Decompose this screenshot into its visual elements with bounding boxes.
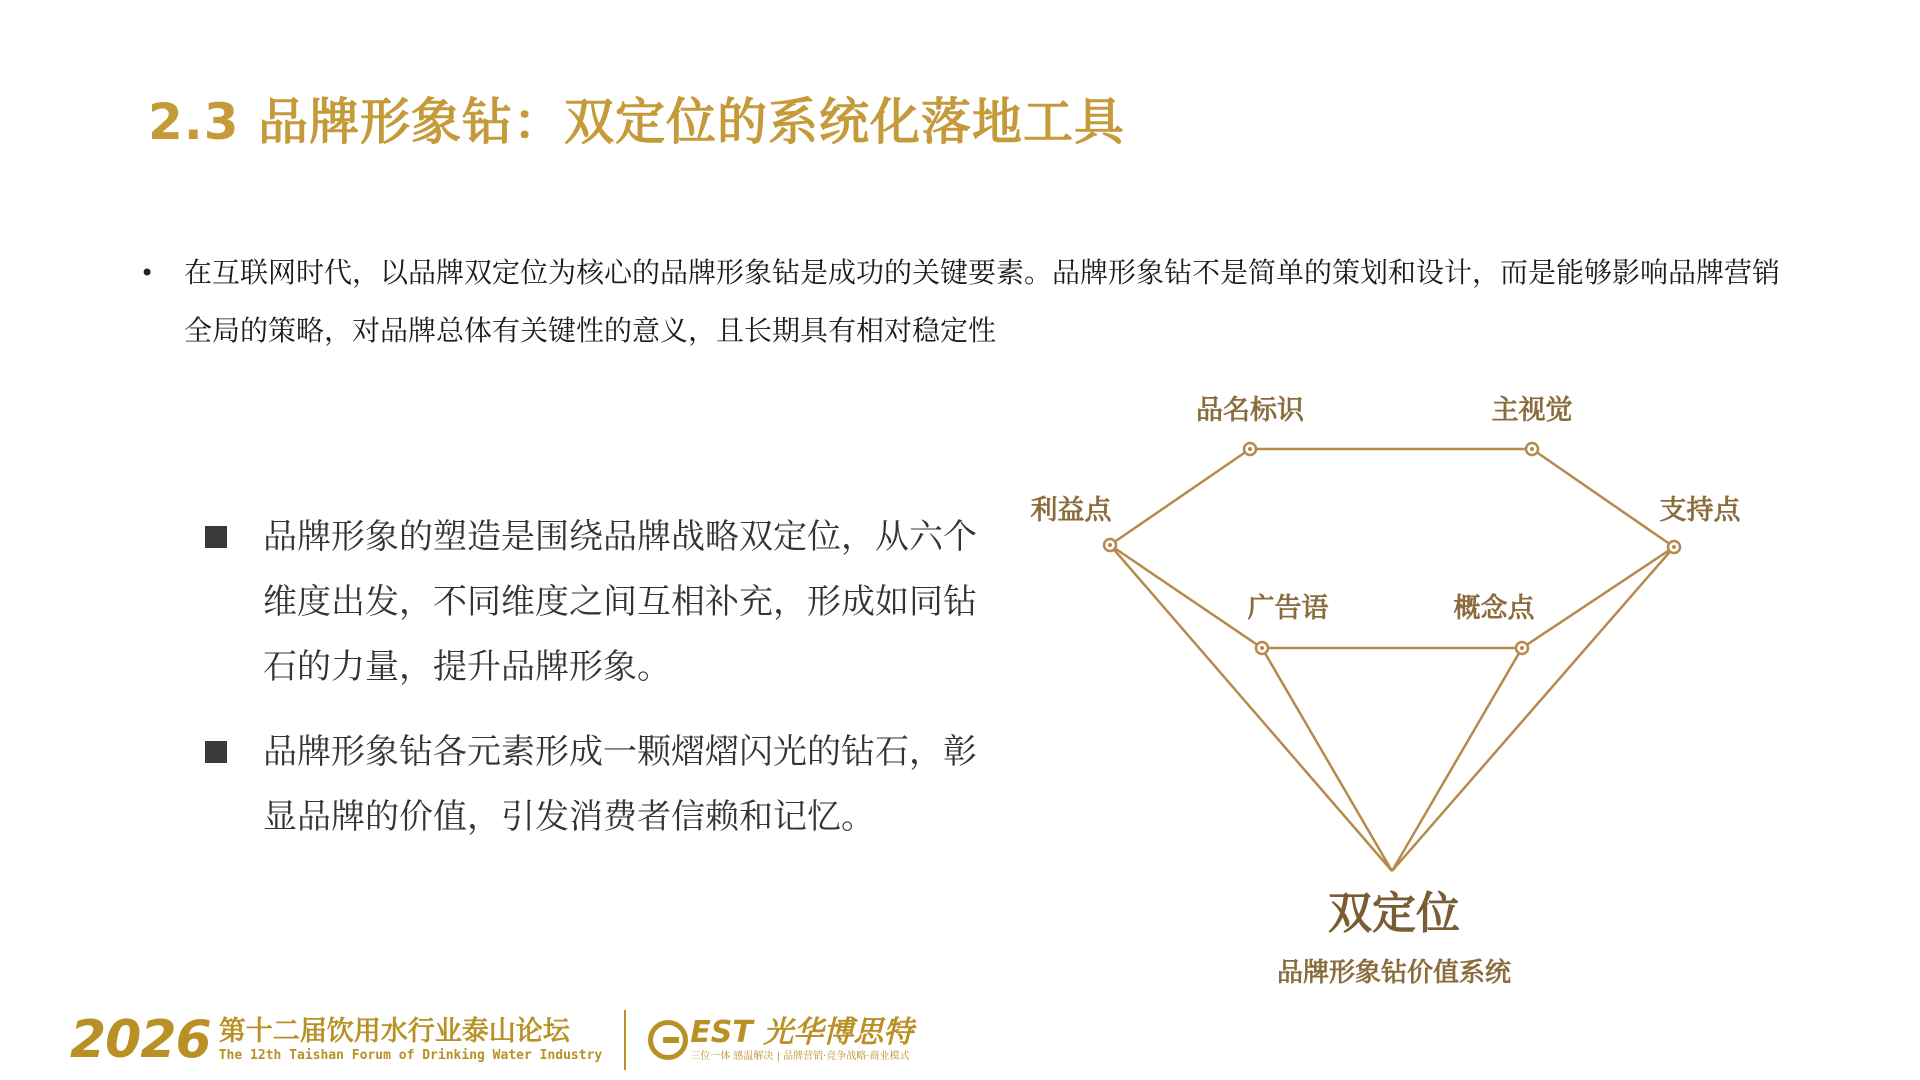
node-label-shijue: 主视觉	[1491, 395, 1573, 426]
edge-line	[1110, 545, 1262, 648]
footer-divider	[624, 1010, 626, 1070]
vertex-centers	[1108, 447, 1676, 650]
edge-line	[1110, 449, 1250, 545]
edge-line	[1532, 449, 1674, 547]
footer-branding	[70, 1005, 913, 1075]
company-tagline: 三位一体 感温解决 | 品牌营销·竞争战略·商业模式	[690, 1051, 910, 1062]
vertex-dot	[1526, 443, 1538, 455]
forum-name-en: The 12th Taishan Forum of Drinking Water Industry	[218, 1048, 603, 1063]
forum-name-block	[219, 1016, 603, 1064]
edge-line	[1392, 547, 1674, 871]
diamond-vertices	[1104, 443, 1680, 654]
edge-line	[1110, 545, 1392, 871]
slide-title: 2.3 品牌形象钻：双定位的系统化落地工具	[148, 93, 1125, 151]
diamond-edges	[1110, 449, 1674, 871]
node-label-guanggao: 广告语	[1247, 593, 1329, 624]
intro-paragraph	[140, 244, 1800, 360]
forum-name-cn: 第十二届饮用水行业泰山论坛	[218, 1016, 570, 1047]
vertex-dot	[1256, 642, 1268, 654]
vertex-center-dot	[1520, 646, 1524, 650]
key-points-list	[205, 505, 1005, 870]
company-logo-text	[690, 1016, 913, 1064]
edge-line	[1392, 648, 1522, 871]
square-bullet-icon	[205, 741, 227, 763]
edge-line	[1522, 547, 1674, 648]
vertex-center-dot	[1260, 646, 1264, 650]
list-item-text: 品牌形象的塑造是围绕品牌战略双定位，从六个维度出发，不同维度之间互相补充，形成如同钻石的力量，提升品牌形象。	[263, 517, 977, 687]
vertex-dot	[1104, 539, 1116, 551]
bullet-dot: •	[140, 259, 155, 287]
best-logo-icon	[648, 1020, 688, 1060]
diagram-subtitle: 品牌形象钻价值系统	[1276, 958, 1512, 988]
node-label-pinming: 品名标识	[1196, 395, 1304, 426]
vertex-dot	[1668, 541, 1680, 553]
company-name: EST 光华博思特	[690, 1015, 914, 1050]
vertex-center-dot	[1530, 447, 1534, 451]
node-label-liyi: 利益点	[1030, 495, 1112, 526]
node-label-gainian: 概念点	[1453, 593, 1535, 624]
vertex-dot	[1244, 443, 1256, 455]
forum-year: 2026	[70, 1010, 211, 1070]
vertex-center-dot	[1108, 543, 1112, 547]
center-label: 双定位	[1328, 888, 1460, 939]
list-item	[205, 505, 1005, 700]
vertex-center-dot	[1248, 447, 1252, 451]
list-item-text: 品牌形象钻各元素形成一颗熠熠闪光的钻石，彰显品牌的价值，引发消费者信赖和记忆。	[263, 732, 977, 837]
list-item	[205, 720, 1005, 850]
node-label-zhichi: 支持点	[1659, 495, 1741, 526]
square-bullet-icon	[205, 526, 227, 548]
intro-text: 在互联网时代，以品牌双定位为核心的品牌形象钻是成功的关键要素。品牌形象钻不是简单的策划和设计，而是能够影响品牌营销全局的策略，对品牌总体有关键性的意义，且长期具有相对稳定性	[184, 256, 1781, 347]
edge-line	[1262, 648, 1392, 871]
vertex-center-dot	[1672, 545, 1676, 549]
vertex-dot	[1516, 642, 1528, 654]
